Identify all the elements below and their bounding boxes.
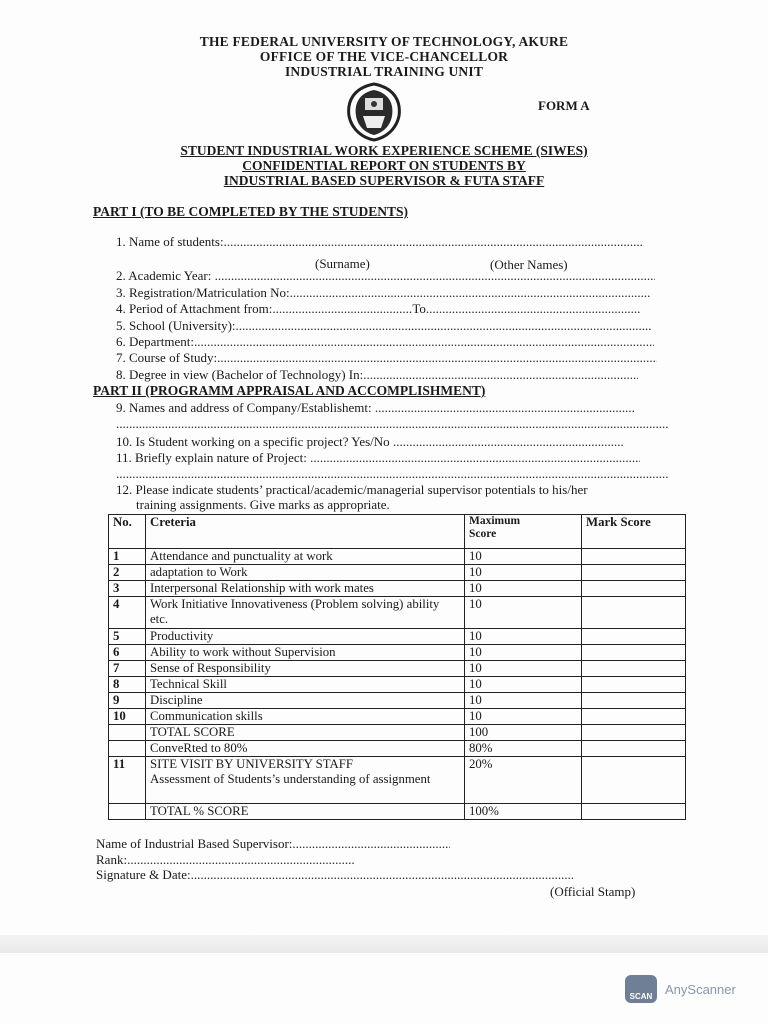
assessment-table [108, 514, 686, 820]
field-rank[interactable]: Rank:..... [96, 852, 396, 868]
table-row: 4 Work Initiative Innovativeness (Problem solving) ability etc. 10 [109, 597, 686, 629]
report-title-line3: INDUSTRIAL BASED SUPERVISOR & FUTA STAFF [223, 173, 545, 188]
table-row: 10 Communication skills 10 [109, 709, 686, 725]
field-department[interactable]: 6. Department:..... [116, 334, 671, 350]
field-specific-project[interactable]: 10. Is Student working on a specific project? Yes/No ..... [116, 434, 671, 450]
table-row: 1 Attendance and punctuality at work 10 [109, 549, 686, 565]
mark-cell[interactable] [582, 581, 686, 597]
field-registration-number[interactable]: 3. Registration/Matriculation No:..... [116, 285, 671, 301]
table-row: 6 Ability to work without Supervision 10 [109, 645, 686, 661]
field-project-nature-continued[interactable] [116, 466, 671, 482]
table-row: TOTAL % SCORE 100% [109, 804, 686, 820]
field-attachment-period[interactable]: 4. Period of Attachment from:..... To..... [116, 301, 671, 317]
office-name: OFFICE OF THE VICE-CHANCELLOR [259, 49, 509, 64]
university-crest-icon [343, 82, 405, 142]
table-row: ConveRted to 80% 80% [109, 741, 686, 757]
mark-cell[interactable] [582, 725, 686, 741]
surname-caption: (Surname) [315, 256, 370, 271]
mark-cell[interactable] [582, 693, 686, 709]
header-criteria: Creteria [146, 515, 465, 549]
field-company-address[interactable]: 9. Names and address of Company/Establishemt: ..... [116, 400, 671, 416]
mark-cell[interactable] [582, 709, 686, 725]
part1-heading: PART I (TO BE COMPLETED BY THE STUDENTS) [93, 204, 408, 219]
table-row: 11 SITE VISIT BY UNIVERSITY STAFF Assessment of Students’s understanding of assignment 20% [109, 757, 686, 804]
scanner-logo-icon: SCAN [625, 975, 657, 1003]
report-title-line2: CONFIDENTIAL REPORT ON STUDENTS BY [242, 158, 526, 173]
table-row: 8 Technical Skill 10 [109, 677, 686, 693]
table-row: 9 Discipline 10 [109, 693, 686, 709]
unit-name: INDUSTRIAL TRAINING UNIT [284, 64, 484, 79]
other-names-caption: (Other Names) [490, 257, 568, 272]
table-row: 7 Sense of Responsibility 10 [109, 661, 686, 677]
table-header-row [109, 515, 686, 549]
header-score: Score [469, 528, 497, 540]
instruction-line-2: training assignments. Give marks as appropriate. [136, 497, 390, 512]
table-row: 5 Productivity 10 [109, 629, 686, 645]
mark-cell[interactable] [582, 677, 686, 693]
official-stamp-label: (Official Stamp) [550, 884, 636, 899]
field-student-name[interactable]: 1. Name of students:..... [116, 234, 664, 250]
header-maximum: Maximum [469, 515, 521, 527]
mark-cell[interactable] [582, 549, 686, 565]
mark-cell[interactable] [582, 565, 686, 581]
field-supervisor-name[interactable]: Name of Industrial Based Supervisor:..... [96, 836, 516, 852]
scan-edge-shadow [0, 935, 768, 953]
part2-heading: PART II (PROGRAMM APPRAISAL AND ACCOMPLISHMENT) [93, 383, 486, 398]
scanner-label: AnyScanner [665, 981, 736, 997]
table-row: TOTAL SCORE 100 [109, 725, 686, 741]
scanner-watermark [625, 975, 736, 1003]
field-company-address-continued[interactable] [116, 416, 671, 432]
report-title-line1: STUDENT INDUSTRIAL WORK EXPERIENCE SCHEME (SIWES) [180, 143, 588, 158]
table-row: 2 adaptation to Work 10 [109, 565, 686, 581]
mark-cell[interactable] [582, 804, 686, 820]
table-row: 3 Interpersonal Relationship with work mates 10 [109, 581, 686, 597]
field-signature-date[interactable]: Signature & Date:..... [96, 867, 596, 883]
mark-cell[interactable] [582, 661, 686, 677]
mark-cell[interactable] [582, 757, 686, 804]
field-school[interactable]: 5. School (University):..... [116, 318, 671, 334]
mark-cell[interactable] [582, 645, 686, 661]
field-degree-in-view[interactable]: 8. Degree in view (Bachelor of Technology) In:..... [116, 367, 671, 383]
header-no: No. [109, 515, 146, 549]
mark-cell[interactable] [582, 741, 686, 757]
mark-cell[interactable] [582, 629, 686, 645]
field-project-nature[interactable]: 11. Briefly explain nature of Project: ..... [116, 450, 671, 466]
form-label: FORM A [538, 98, 590, 113]
field-academic-year[interactable]: 2. Academic Year: ..... [116, 268, 671, 284]
instruction-line: 12. Please indicate students’ practical/academic/managerial supervisor potentials to his/her [116, 482, 588, 497]
mark-cell[interactable] [582, 597, 686, 629]
field-course-of-study[interactable]: 7. Course of Study:..... [116, 350, 671, 366]
header-mark-score: Mark Score [582, 515, 686, 549]
university-name: THE FEDERAL UNIVERSITY OF TECHNOLOGY, AKURE [199, 34, 569, 49]
